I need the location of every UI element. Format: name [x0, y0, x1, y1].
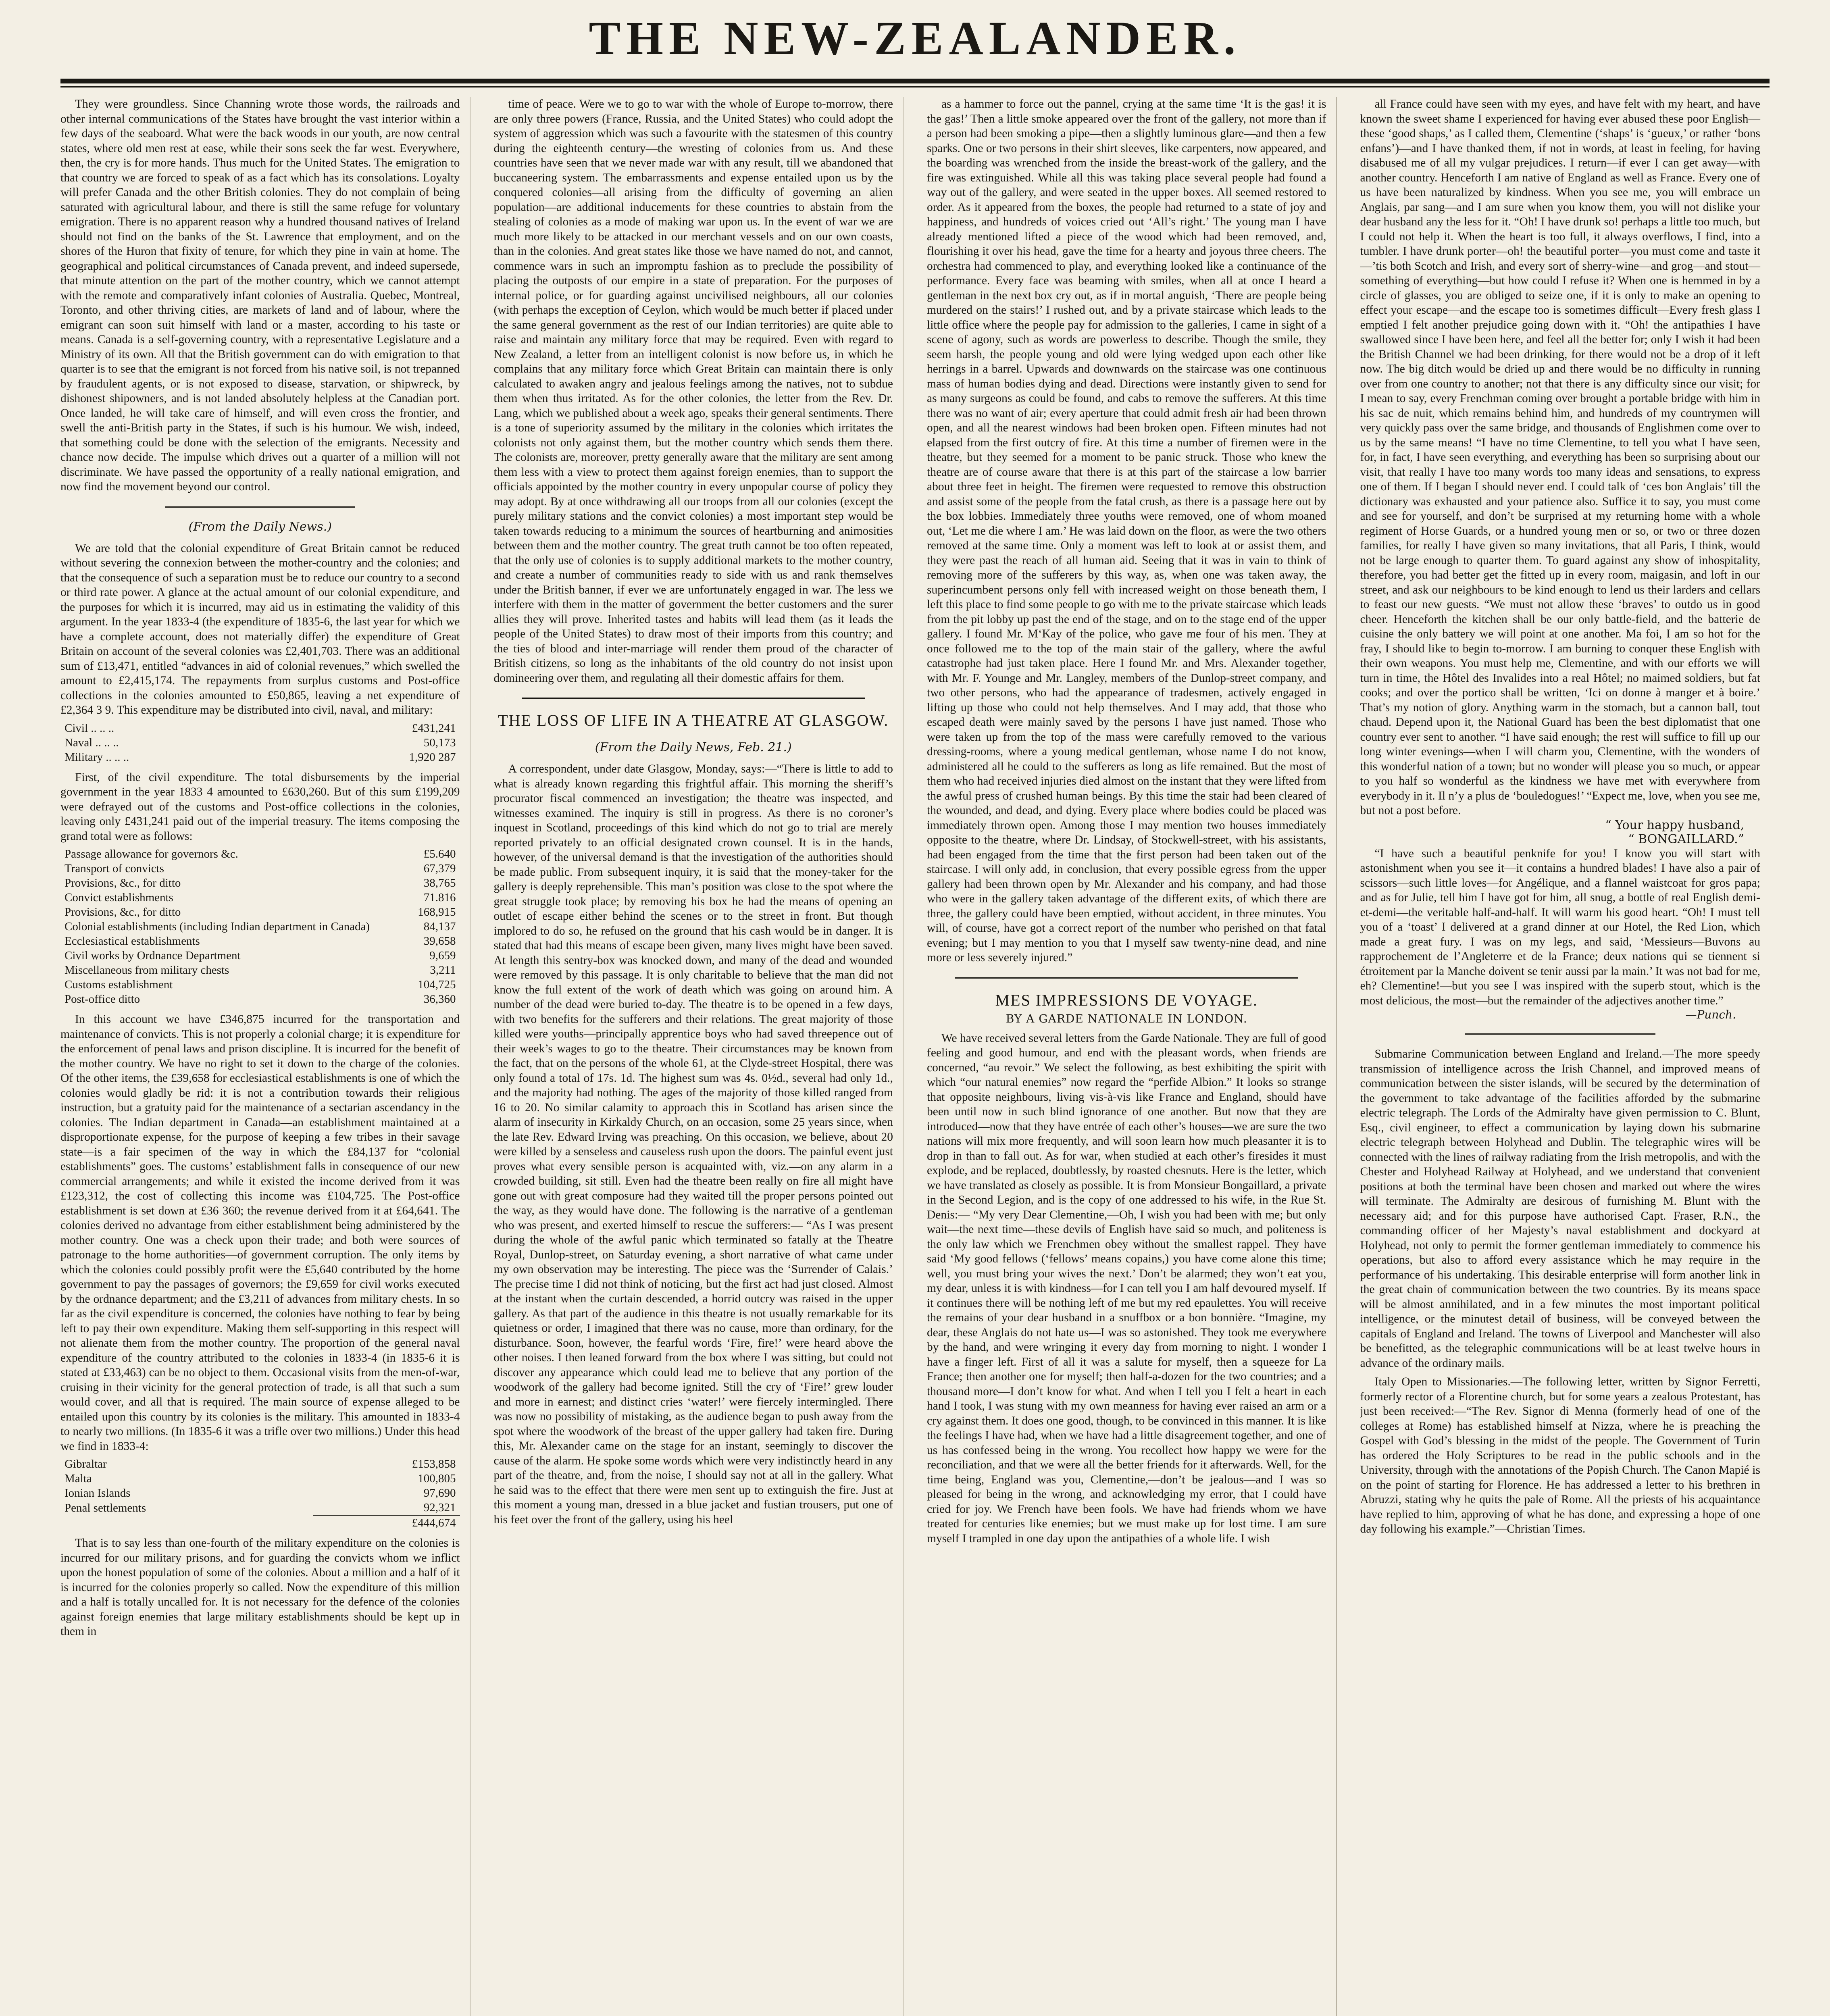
article-divider — [165, 506, 355, 508]
article-credit: —Punch. — [1685, 1008, 1736, 1021]
emigration-article — [60, 97, 460, 494]
table-row: Civil works by Ordnance Department 9,659 — [65, 949, 456, 962]
table-row: Gibraltar £153,858 — [65, 1458, 456, 1470]
letter-signature: “ BONGAILLARD.” — [1628, 832, 1744, 846]
telegraph-article: Submarine Communication between England and Ireland.—The more speedy transmission of intelligence across the Irish Channel, and improved means of communication between the sister islands, will be secured by the determination of the government to take advantage of the facilities afforded by the submarine electric telegraph. The Lords of the Admiralty have given permission to C. Blunt, Esq., civil engineer, to effect a communication by laying down his submarine electric telegraph between Holyhead and Dublin. The telegraphic wires will be connected with the lines of railway radiating from the Irish metropolis, and with the Chester and Holyhead Railway at Holyhead, and we understand that convenient positions at both the terminal have been chosen and marked out where the wires will terminate. The Admiralty are desirous of furnishing M. Blunt with the necessary aid; and for this purpose have authorised Capt. Fraser, R.N., the commanding officer of her Majesty’s naval establishment and dockyard at Holyhead, not only to permit the former gentleman immediately to commence his operations, but also to afford every assistance which he may require in the performance of his undertaking. This desirable enterprise will form another link in the great chain of communication between the two countries. By its means space will be almost annihilated, and in a few minutes the most important political intelligence, or the minutest detail of business, will be conveyed between the capitals of England and Ireland. The towns of Liverpool and Manchester will also be benefitted, as the telegraphic communications will be at least twelve hours in advance of the ordinary mails. — [1360, 1048, 1760, 1370]
table-row: Ecclesiastical establishments 39,658 — [65, 935, 456, 948]
table-row: Colonial establishments (including Indian department in Canada) 84,137 — [65, 920, 456, 933]
masthead-rule-thin — [60, 86, 1770, 87]
letter-postscript: “I have such a beautiful penknife for you! I know you will start with astonishment when you see it—it contains a hundred blades! I have also a pair of scissors—such little loves—for Angélique, and a flannel waistcoat for gros papa; and as for Julie, tell him I have got for him, all snug, a bottle of real English demi-et-demi—the veritable half-and-half. It will warm his good heart. “Oh! I must tell you of a ‘toast’ I delivered at a grand dinner at our Hotel, the Red Lion, which made a great fury. I was on my legs, and said, ‘Messieurs—Buvons au rapprochement de l’Angleterre et de la France; deux nations qui se tiennent si étroitement par la Manche doivent se tenir aussi par la main.’ It was not bad for me, eh? Clementine!—but you see I was inspired with the superb stout, which is the most delicious, the most—but the remainder of the adjectives another time.” — [1360, 847, 1760, 1007]
theatre-body: A correspondent, under date Glasgow, Monday, says:—“There is little to add to what is already known regarding this frightful affair. This morning the sheriff’s procurator fiscal commenced an investigation; the theatre was inspected, and witnesses examined. The inquiry is still in progress. As there is no coroner’s inquest in Scotland, proceedings of this kind which do not go to trial are merely reported privately to an official designated crown counsel. It is in the hands, however, of the universal demand is that the investigation of the authorities should be made public. From subsequent inquiry, it is said that the money-taker for the gallery is deeply reprehensible. This man’s position was close to the spot where the great struggle took place; by removing his box he had the means of opening an outlet of escape either behind the scenes or to the street in front. But though implored to do so, he refused on the ground that his cash would be in danger. It is stated that had this means of escape been given, many lives might have been saved. At length this sentry-box was knocked down, and many of the dead and wounded were removed by this passage. It is only charitable to believe that the man did not know the full extent of the work of death which was going on around him. A number of the dead were buried to-day. The theatre is to be opened in a few days, with two benefits for the sufferers and their relations. The great majority of those killed were youths—principally apprentice boys who had saved threepence out of their week’s wages to go to the theatre. Their circumstances may be known from the fact, that on the persons of the whole 61, at the Clyde-street Hospital, there was only found a total of 17s. 1d. The highest sum was 4s. 0½d., several had only 1d., and the majority had nothing. The ages of the majority of those killed ranged from 16 to 20. No similar calamity to approach this in Scotland has arisen since the alarm of insecurity in Kirkaldy Church, on an occasion, some 25 years since, when the late Rev. Edward Irving was preaching. On this occasion, we believe, about 20 were killed by a senseless and causeless rush upon the doors. The painful event just proves what every sensible person is acquainted with, viz.—on any alarm in a crowded building, sit still. Even had the theatre been really on fire all might have gone out with great composure had they waited till the proper persons pointed out the way, as they would have done. The following is the narrative of a gentleman who was present, and exerted himself to rescue the sufferers:— “As I was present during the whole of the awful panic which terminated so fatally at the Theatre Royal, Dunlop-street, on Saturday evening, a short narrative of what came under my own observation may be interesting. The piece was the ‘Surrender of Calais.’ The precise time I did not think of noticing, but the first act had just closed. Almost at the instant when the curtain descended, a horrid outcry was raised in the upper gallery. As that part of the audience in this theatre is not usually remarkable for its quietness or order, I imagined that there was no cause, more than ordinary, for the disturbance. Soon, however, the fearful words ‘Fire, fire!’ were heard above the other noises. I then leaned forward from the box where I was sitting, but could not discover any appearance which could lead me to believe that any portion of the woodwork of the gallery had become ignited. Still the cry of ‘Fire!’ grew louder and more in earnest; and distinct cries ‘water!’ were fiercely intermingled. There was now no possibility of mistaking, as the audience began to push away from the spot where the woodwork of the breast of the upper gallery had taken fire. During this, Mr. Alexander came on the stage for an instant, seemingly to discover the cause of the alarm. He spoke some words which were very indistinctly heard in any part of the theatre, and, from the noise, I should say not at all in the gallery. What he said was to the effect that there were men sent up to extinguish the fire. Just at this moment a young man, dressed in a blue jacket and fustian trousers, put one of his feet over the front of the gallery, using his heel — [493, 762, 893, 1526]
masthead-rule-thick — [60, 79, 1770, 83]
italy-article: Italy Open to Missionaries.—The following letter, written by Signor Ferretti, formerly rector of a Florentine church, but for some years a zealous Protestant, has just been received:—“The Rev. Signor di Menna (formerly head of one of the colleges at Rome) has established himself at Nizza, where he is preaching the Gospel with God’s blessing in the midst of the people. The Government of Turin has ordered the Holy Scriptures to be read in the public schools and in the University, through with the annotations of the Popish Church. The Canon Mapié is on the point of starting for Florence. He has addressed a letter to his brethren in Abruzzi, stating why he quits the pale of Rome. All the priests of his acquaintance have replied to him, approving of what he has done, and expressing a hope of one day following his example.”—Christian Times. — [1360, 1375, 1760, 1535]
table-row: Provisions, &c., for ditto 38,765 — [65, 877, 456, 889]
table-row: Post-office ditto 36,360 — [65, 993, 456, 1006]
voyage-article — [927, 1031, 1326, 1546]
theatre-headline: THE LOSS OF LIFE IN A THEATRE AT GLASGOW. — [498, 711, 889, 729]
expenditure-continued: time of peace. Were we to go to war with the whole of Europe to-morrow, there are only three powers (France, Russia, and the United States) who could adopt the system of aggression which was such a favourite with the statesmen of this country during the eighteenth century—the wresting of colonies from us. And these countries have seen that we never made war with any result, till we abandoned that buccaneering system. The embarrassments and expense entailed upon us by the conquered colonies—all arising from the difficulty of governing an alien population—are additional inducements for these countries to abstain from the stealing of colonies as a mode of making war upon us. In the event of war we are much more likely to be attacked in our merchant vessels and on our own coasts, than in the colonies. And great states like those we have named do not, and cannot, commence wars in such an impromptu fashion as to preclude the possibility of placing the outposts of our empire in a state of preparation. For the purposes of internal police, or for guarding against uncivilised neighbours, all our colonies (with perhaps the exception of Ceylon, which would be much better if placed under the same general government as the rest of our Indian territories) are quite able to raise and maintain any military force that may be required. Even with regard to New Zealand, a letter from an intelligent colonist is now before us, in which he complains that any military force which Great Britain can maintain there is only calculated to awaken angry and jealous feelings among the natives, not to subdue them when thus irritated. As for the other colonies, the letter from the Rev. Dr. Lang, which we published about a week ago, speaks their general sentiments. There is a tone of superiority assumed by the military in the colonies which irritates the colonists not only against them, but the mother country which sends them there. The colonists are, moreover, pretty generally aware that the military are sent among them less with a view to protect them against foreign enemies, than to support the officials appointed by the mother country in every unpopular course of policy they may adopt. By at once withdrawing all our troops from all our colonies (except the purely military stations and the convict colonies) a most important step would be taken towards reducing to a minimum the sources of heartburning and animosities between them and the mother country. The great truth cannot be too often repeated, that the only use of colonies is to supply additional markets to the mother country, and create a number of communities ready to side with us and rank themselves under the British banner, if ever we are unfortunately engaged in war. The less we interfere with them in the matter of government the better customers and the surer allies they will prove. Inherited tastes and habits will lead them (as it leads the people of the United States) to draw most of their imports from this country; and the ties of blood and inter-marriage will render them proud of the character of British citizens, so long as the inhabitants of the old country do not insist upon domineering over them, and regulating all their domestic affairs for them. — [493, 98, 893, 685]
civil-discussion: In this account we have £346,875 incurred for the transportation and maintenance of convicts. This is not properly a colonial charge; it is expenditure for the enforcement of penal laws and prison discipline. It is incurred for the benefit of the mother country. We have no right to set it down to the charge of the colonies. Of the other items, the £39,658 for ecclesiastical establishments is one of which the colonies would gladly be rid: it is not a contribution towards their religious instruction, but a gratuity paid for the maintenance of a sectarian ascendancy in the colonies. The Indian department in Canada—an establishment maintained at a disproportionate expense, for the purpose of keeping a few tribes in their savage state—is a fair specimen of the way in which the £84,137 for “colonial establishments” goes. The customs’ establishment falls in consequence of our new commercial arrangements; and while it existed the income derived from it was £123,312, the cost of collecting this income was £104,725. The Post-office establishment is set down at £36 360; the revenue derived from it at £64,641. The colonies derived no advantage from either establishment being administered by the mother country. One was a check upon their trade; and both were sources of patronage to the home authorities—of government corruption. The only items by which the colonies could possibly profit were the £5,640 contributed by the home government to pay the passages of governors; the £9,659 for civil works executed by the ordnance department; and the £3,211 of advances from military chests. In so far as the civil expenditure is concerned, the colonies have nothing to fear by being left to pay their own expenditure. Making them self-supporting in this respect will not alienate them from the mother country. The proportion of the general naval expenditure of the country attributed to the colonies in 1833-4 (in 1835-6 it is stated at £33,463) can be no object to them. Occasional visits from the men-of-war, cruising in their vicinity for the general protection of trade, is all that such a sum would cover, and all that is required. The main source of expense alleged to be entailed upon this country by its colonies is the military. This amounted in 1833-4 to nearly two millions. (In 1835-6 it was a trifle over two millions.) Under this head we find in 1833-4: — [60, 1013, 460, 1453]
military-discussion: That is to say less than one-fourth of the military expenditure on the colonies is incurred for our military prisons, and for guarding the convicts whom we inflict upon the honest population of some of the colonies. About a million and a half of it is incurred for the colonies properly so called. Now the expenditure of this million and a half is totally uncalled for. It is not necessary for the defence of the colonies against foreign enemies that large military establishments should be kept up in them in — [60, 1537, 460, 1638]
civil-items-table — [60, 847, 460, 1006]
article-source: (From the Daily News.) — [188, 519, 332, 534]
page-columns — [60, 97, 1770, 2016]
emigration-text: They were groundless. Since Channing wrote those words, the railroads and other internal communications of the States have brought the vast interior within a few days of the seaboard. What were the back woods in our youth, are now central states, where old men rest at ease, while their sons seek the far west. Everywhere, then, the cry is for more hands. Thus much for the United States. The emigration to that country we are forced to speak of as a fact which has its consolations. Loyalty will prefer Canada and the other British colonies. They do not complain of being saturated with agricultural labour, and there is still the same refuge for voluntary emigration. There is no apparent reason why a hundred thousand natives of Ireland should not find on the banks of the St. Lawrence that employment, and on the shores of the Huron that fixity of tenure, for which they pine in vain at home. The geographical and political circumstances of Canada prevent, and indeed supersede, that minute attention on the part of the mother country, which we cannot attempt with the remote and comparatively infant colonies of Australia. Quebec, Montreal, Toronto, and other thriving cities, are markets of land and of labour, where the emigrant can soon suit himself with land or a master, according to his taste or means. Canada is a self-governing country, with a representative Legislature and a Ministry of its own. All that the British government can do with emigration to that quarter is to see that the emigrant is not forced from his native soil, is not trepanned by fraudulent agents, or is not exposed to disease, starvation, or shipwreck, by dishonest shipowners, and is not landed absolutely helpless at the Canadian port. Once landed, he will take care of himself, and will even cross the frontier, and swell the anti-British party in the States, if such is his humour. We wish, indeed, that something could be done with the selection of the emigrants. Necessity and chance now decide. The impulse which drives out a quarter of a million will not discriminate. We have passed the opportunity of a really national emigration, and now find the movement beyond our control. — [60, 98, 460, 493]
column-1 — [60, 97, 471, 2016]
column-4 — [1360, 97, 1770, 2016]
table-row: Naval .. .. .. 50,173 — [65, 736, 456, 749]
table-row: Convict establishments 71.816 — [65, 891, 456, 904]
civil-intro: First, of the civil expenditure. The total disbursements by the imperial government in the year 1833 4 amounted to £630,260. But of this sum £199,209 were defrayed out of the customs and Post-office collections in the colonies, leaving only £431,241 paid out of the imperial treasury. The items composing the grand total were as follows: — [60, 771, 460, 843]
article-divider — [1465, 1033, 1656, 1035]
newspaper-title: THE NEW-ZEALANDER. — [589, 12, 1241, 65]
table-total-row: £444,674 — [60, 1515, 460, 1530]
table-row: Passage allowance for governors &c. £5.640 — [65, 848, 456, 860]
table-row: Miscellaneous from military chests 3,211 — [65, 964, 456, 977]
table-row: Civil .. .. .. £431,241 — [65, 721, 456, 735]
expenditure-intro: We are told that the colonial expenditure of Great Britain cannot be reduced without severing the connexion between the mother-country and the colonies; and that the consequence of such a separation must be to reduce our country to a second or third rate power. A glance at the actual amount of our colonial expenditure, and the purposes for which it is incurred, may aid us in estimating the validity of this argument. In the year 1833-4 (the expenditure of 1835-6, the last year for which we have a complete account, does not materially differ) the expenditure of Great Britain on account of the several colonies was £2,401,703. There was an additional sum of £13,471, entitled “advances in aid of colonial revenues,” which swelled the amount to £2,415,174. The repayments from surplus customs and Post-office collections in the colonies amounted to £50,865, leaving a net expenditure of £2,364 3 9. This expenditure may be distributed into civil, naval, and military: — [60, 541, 460, 716]
article-divider — [955, 977, 1298, 979]
theatre-source: (From the Daily News, Feb. 21.) — [595, 740, 792, 754]
colonial-expenditure-article — [60, 541, 460, 718]
table-row: Transport of convicts 67,379 — [65, 862, 456, 875]
table-row: Provisions, &c., for ditto 168,915 — [65, 906, 456, 918]
voyage-byline: BY A GARDE NATIONALE IN LONDON. — [1006, 1012, 1247, 1025]
military-items-table — [60, 1457, 460, 1530]
letter-signoff: “ Your happy husband, — [1605, 818, 1744, 832]
column-3 — [927, 97, 1337, 2016]
column-2 — [494, 97, 904, 2016]
distribution-table — [60, 721, 460, 764]
table-row: Penal settlements 92,321 — [65, 1501, 456, 1514]
voyage-continued: all France could have seen with my eyes, and have felt with my heart, and have known the sweet shame I experienced for having ever abused these poor English—these ‘good shaps,’ as I called them, Clementine (‘shaps’ is ‘gueux,’ or rather ‘bons enfans’)—and I have thanked them, if not in words, at least in feeling, for having disabused me of all my vulgar prejudices. I return—if ever I can get away—with another country. Henceforth I am native of England as well as France. Every one of us have been naturalized by kindness. When you see me, you will embrace un Anglais, par sang—and I am sure when you know them, you will not dislike your dear husband any the less for it. “Oh! I have drunk so! perhaps a little too much, but I could not help it. When the heart is too full, it always overflows, I find, into a tumbler. I have drunk porter—oh! the beautiful porter—you must come and taste it—’tis both Scotch and Irish, and every sort of sherry-wine—and grog—and stout—something of everything—but how could I refuse it? When one is hemmed in by a circle of glasses, you are obliged to seize one, if it is only to make an opening to effect your escape—and the escape too is sometimes difficult—Every fresh glass I emptied I felt another prejudice going down with it. “Oh! the antipathies I have swallowed since I have been here, and feel all the better for; only I wish it had been the British Channel we had been drinking, for there would not be a drop of it left now. The big ditch would be dried up and there would be no difficulty in running over from one country to another; not that there is any difficulty since our visit; for I mean to say, every Frenchman coming over brought a portable bridge with him in his sac de nuit, which remains behind him, and hundreds of my countrymen will very quickly pass over the same bridge, and thousands of Englishmen come over to us by the same means! “I have no time Clementine, to tell you what I have seen, for, in fact, I have seen everything, and everything has been so surprising about our visit, that really I have too many words too many ideas and sensations, to express one of them. If I began I should never end. I could talk of ‘ces bon Anglais’ till the dictionary was exhausted and your patience also. Suffice it to say, you must come and see for yourself, and don’t be surprised at my returning home with a whole regiment of Horse Guards, or a hundred young men or so, or two or three dozen families, for really I have given so many invitations, that all Paris, I think, would not be large enough to quarter them. To guard against any show of inhospitality, therefore, you had better get the fitted up in every room, maigasin, and loft in our street, and ask our neighbours to be kind enough to lend us their larders and cellars to feast our new guests. “We must not allow these ‘braves’ to outdo us in good cheer. Henceforth the kitchen shall be our only battle-field, and the batterie de cuisine the only battery we will point at one another. Ma foi, I am so hot for the fray, I should like to begin to-morrow. I am burning to conquer these English with their own weapons. You must help me, Clementine, and with our efforts we will turn in time, the Hôtel des Invalides into a real Hôtel; no maimed soldiers, but fat cooks; and over the portico shall be written, ‘Ici on donne à manger et à boire.’ That’s my notion of glory. Anything warm in the stomach, but a cannon ball, tout chaud. Depend upon it, the National Guard has been the best diplomatist that one country ever sent to another. “I have said enough; the rest will suffice to fill up our long winter evenings—when I will charm you, Clementine, with the wonders of this wonderful nation of a town; but no wonder will please you so much, or appear to you half so wonderful as the kindness we have met with everywhere from everybody in it. Il n’y a plus de ‘bouledogues!’ “Expect me, love, when you see me, but not a post before. — [1360, 98, 1760, 817]
table-row: Malta 100,805 — [65, 1472, 456, 1485]
table-row: Ionian Islands 97,690 — [65, 1487, 456, 1500]
theatre-continued: as a hammer to force out the pannel, crying at the same time ‘It is the gas! it is the gas!’ Then a little smoke appeared over the front of the gallery, not more than if a person had been smoking a pipe—then a slightly luminous glare—and then a few sparks. One or two persons in their shirt sleeves, like carpenters, now appeared, and the boarding was wrenched from the inside the breast-work of the gallery, and the fire was extinguished. While all this was taking place several people had found a way out of the gallery, and were seated in the upper boxes. All seemed restored to order. As it appeared from the boxes, the people had returned to a state of joy and happiness, and hundreds of voices cried out ‘All’s right.’ The young man I have already mentioned lifted a piece of the wood which had been removed, and, flourishing it over his head, gave the time for a hearty and joyous three cheers. The orchestra had commenced to play, and everything looked like a continuance of the performance. Every face was beaming with smiles, when all at once I heard a gentleman in the next box cry out, as if in mortal anguish, ‘There are people being murdered on the stairs!’ I rushed out, and by a private staircase which leads to the little office where the people pay for admission to the galleries, I came in sight of a scene of agony, such as words are powerless to describe. Though the smile, they seem harsh, the people young and old were lying wedged upon each other like herrings in a barrel. Upwards and downwards on the staircase was one continuous mass of human bodies dying and dead. Directions were instantly given to send for as many surgeons as could be found, and cabs to remove the sufferers. At this time there was no want of air; every aperture that could admit fresh air had been thrown open, and all the nearest windows had been broken open. Fifteen minutes had not elapsed from the first outcry of fire. At this time a number of firemen were in the theatre, but they seemed for a moment to be panic struck. Those who knew the theatre are of course aware that there is at this part of the staircase a low barrier about three feet in height. The firemen were requested to remove this obstruction and assist some of the people from the fatal crush, as there is a passage here out by the box lobbies. Immediately three youths were removed, one of whom moaned out, ‘Let me die where I am.’ He was laid down on the floor, as were the two others removed at the same time. Only a moment was left to look at or assist them, and they were past the reach of all human aid. Seeing that it was in vain to think of removing more of the sufferers by this way, as, when one was taken away, the superincumbent persons only fell with increased weight on those beneath them, I left this place to find some people to go with me to the private staircase which leads from the pit lobby up past the end of the stage, and on to the stage end of the upper gallery. I found Mr. M‘Kay of the police, who gave me four of his men. They at once followed me to the top of the main stair of the gallery, where the awful catastrophe had just taken place. Here I found Mr. and Mrs. Alexander together, with Mr. F. Younge and Mr. Langley, members of the Dunlop-street company, and two other persons, who had the appearance of tradesmen, actively engaged in lifting up those who could not help themselves. And I may add, that those who escaped death were mainly saved by the persons I have just named. Those who were taken up from the top of the mass were carefully removed to the various dressing-rooms, where a young medical gentleman, whose name I do not know, administered all he could to the sufferers as long as life remained. But the most of them who had received injuries died almost on the instant that they were lifted from the awful press of crushed human beings. By this time the stair had been cleared of the wounded, and dead, and dying. Every place where bodies could be placed was immediately thrown open. Among those I may mention two houses immediately opposite to the theatre, where Dr. Lindsay, of Stockwell-street, with his assistants, had been engaged from the time that the first person had been taken out of the staircase. I will only add, in conclusion, that every possible egress from the upper gallery had been thrown open by Mr. Alexander and his company, and had those who were in the gallery taken advantage of the different exits, of which there are three, the gallery could have been emptied, without accident, in three minutes. You will, of course, have got a correct report of the number who perished on that fatal evening; but I may mention to you that I myself saw twenty-nine dead, and nine more or less severely injured.” — [927, 98, 1326, 964]
article-divider — [522, 698, 865, 699]
theatre-article — [494, 762, 893, 1527]
voyage-headline: MES IMPRESSIONS DE VOYAGE. — [995, 991, 1258, 1009]
table-row: Military .. .. .. 1,920 287 — [65, 750, 456, 764]
table-row: Customs establishment 104,725 — [65, 978, 456, 991]
voyage-body: We have received several letters from the Garde Nationale. They are full of good feeling and good humour, and end with the pleasant words, when friends are concerned, “au revoir.” We select the following, as best exhibiting the spirit with which “our natural enemies” now regard the “perfide Albion.” It looks so strange that opposite neighbours, living vis-à-vis like France and England, should have been until now in such blind ignorance of one another. But now that they are introduced—now that they have entrée of each other’s houses—we are sure the two nations will mix more frequently, and will soon learn how much pleasanter it is to drop in than to fall out. As for war, when studied at each other’s firesides it must explode, and be replaced, doubtlessly, by roasted chesnuts. Here is the letter, which we have translated as closely as possible. It is from Monsieur Bongaillard, a private in the Second Legion, and is the copy of one addressed to his wife, in the Rue St. Denis:— “My very Dear Clementine,—Oh, I wish you had been with me; but only wait—the next time—these devils of English have said so much, and politeness is the only law which we Frenchmen obey without the smallest rappel. They have said ‘My good fellows (‘fellows’ means copains,) you have come alone this time; well, you must bring your wives the next.’ Don’t be alarmed; they won’t eat you, my dear, unless it is with kindness—for I can tell you I am half devoured myself. If it continues there will be nothing left of me but my red epaulettes. You will receive the remains of your dear husband in a snuffbox or a bon bonnière. “Imagine, my dear, these Anglais do not hate us—I was so astonished. They took me everywhere by the hand, and were wringing it every day from morning to night. I wonder I have a finger left. First of all it was a salute for myself, then a squeeze for La France; then another one for myself; then half-a-dozen for the two countries; and a thousand more—I don’t know for what. And when I tell you I felt a heart in each hand I took, I was stung with my own meanness for having ever raised an arm or a cry against them. It does one good, though, to be convinced in this manner. It is like the feelings I have had, when we have had a little disagreement together, and one of us has confessed being in the wrong. You recollect how happy we were for the reconciliation, and that we were all the better friends for it afterwards. Well, for the time being, England was you, Clementine,—don’t be jealous—and I was so pleased for being in the wrong, and acknowledging my error, that I could have cried for joy. We French have been fools. We have had friends whom we have treated for centuries like enemies; but we must make up for lost time. I am sure myself I trampled in one day upon the antipathies of a whole life. I wish — [927, 1031, 1326, 1545]
